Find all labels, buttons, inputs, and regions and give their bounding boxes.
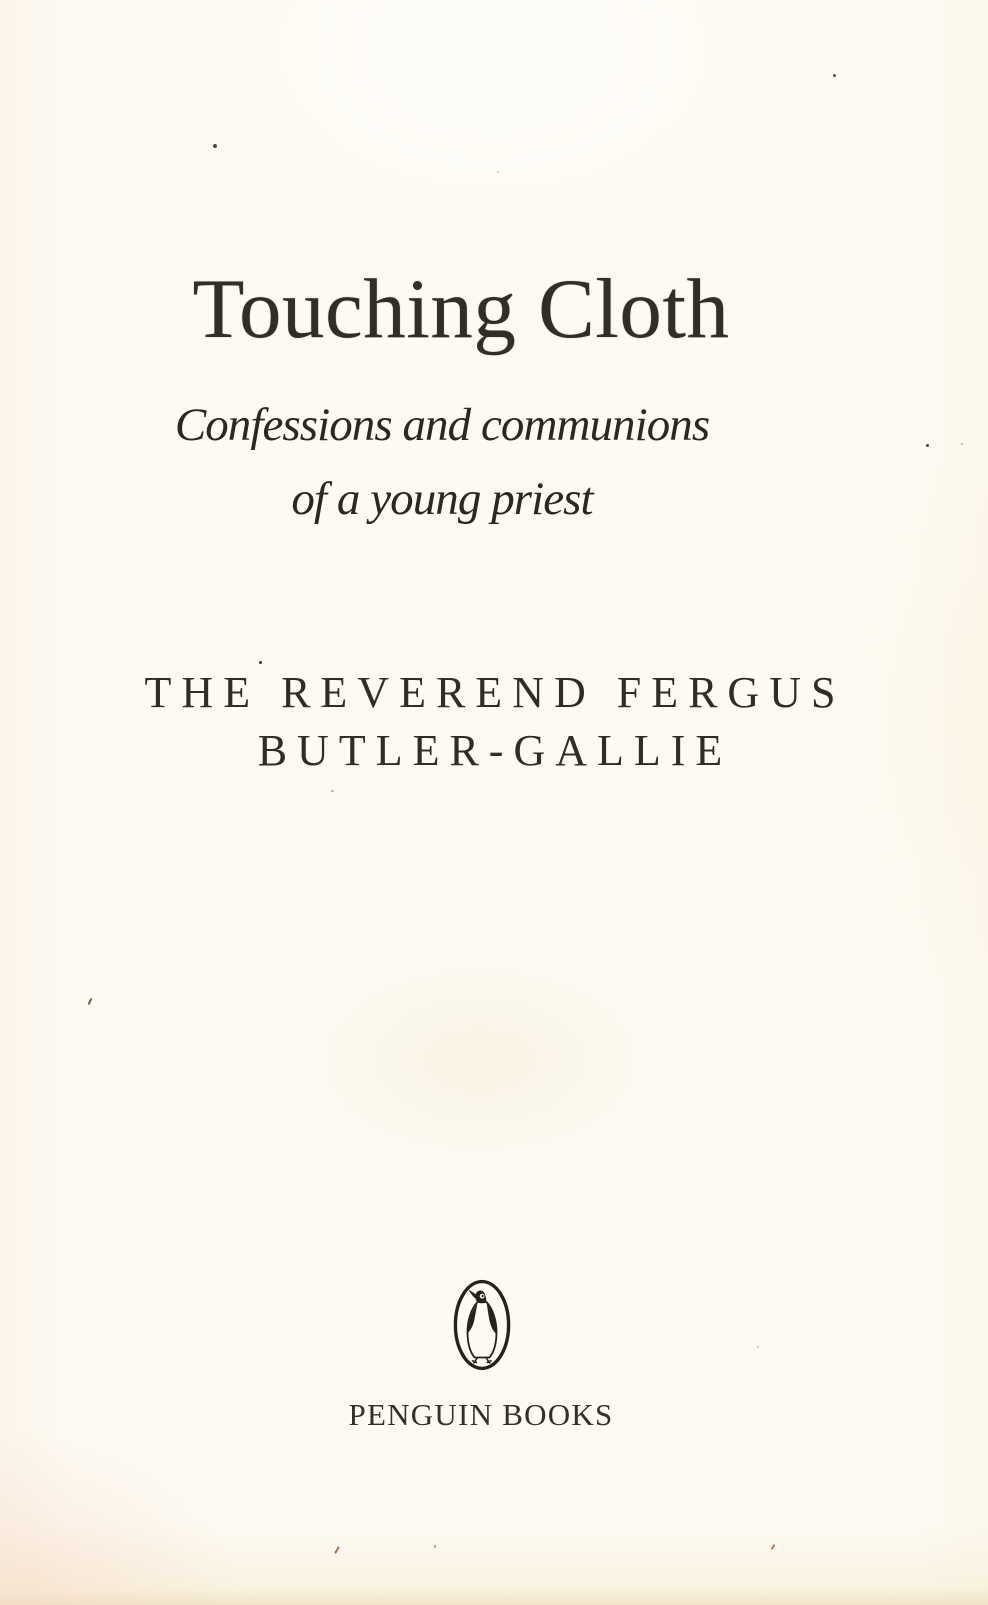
author-name	[145, 664, 846, 780]
paper-speck	[833, 74, 836, 77]
author-line-1: THE REVEREND FERGUS	[144, 668, 846, 717]
book-subtitle	[175, 388, 709, 536]
paper-speck	[434, 1545, 436, 1548]
author-line-2: BUTLER-GALLIE	[257, 726, 733, 775]
paper-speck	[331, 790, 334, 792]
paper-speck	[88, 998, 93, 1005]
paper-speck	[259, 661, 262, 664]
paper-speck	[497, 171, 499, 173]
publisher-imprint: PENGUIN BOOKS	[348, 1397, 614, 1432]
paper-speck	[961, 443, 963, 445]
book-title: Touching Cloth	[192, 262, 730, 356]
subtitle-line-2: of a young priest	[291, 473, 593, 525]
subtitle-line-1: Confessions and communions	[174, 399, 710, 451]
paper-speck	[926, 444, 929, 447]
paper-speck	[770, 1544, 775, 1550]
paper-speck	[757, 1346, 759, 1348]
paper-speck	[213, 144, 217, 148]
penguin-books-logo-icon	[451, 1277, 513, 1373]
paper-speck	[334, 1546, 340, 1554]
